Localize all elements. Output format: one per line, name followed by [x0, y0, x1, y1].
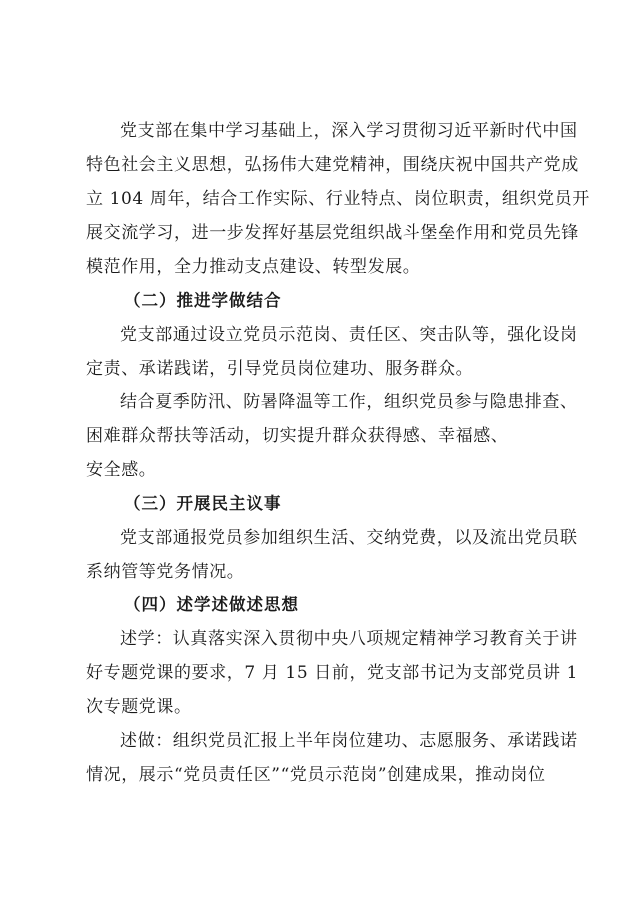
- paragraph-line: 立 104 周年，结合工作实际、行业特点、岗位职责，组织党员开: [86, 189, 590, 209]
- section-heading: （二）推进学做结合: [124, 291, 282, 310]
- paragraph-line: 党支部通报党员参加组织生活、交纳党费，以及流出党员联: [120, 528, 578, 548]
- paragraph-line: 困难群众帮扶等活动，切实提升群众获得感、幸福感、: [86, 426, 509, 446]
- paragraph-line: 党支部通过设立党员示范岗、责任区、突击队等，强化设岗: [120, 325, 578, 345]
- paragraph-line: 展交流学习，进一步发挥好基层党组织战斗堡垒作用和党员先锋: [86, 223, 579, 243]
- paragraph-line: 模范作用，全力推动支点建设、转型发展。: [86, 257, 421, 277]
- paragraph-line: 党支部在集中学习基础上，深入学习贯彻习近平新时代中国: [120, 121, 578, 141]
- paragraph-line: 系纳管等党务情况。: [86, 562, 245, 582]
- paragraph-line: 特色社会主义思想，弘扬伟大建党精神，围绕庆祝中国共产党成: [86, 155, 579, 175]
- paragraph-line: 好专题党课的要求，7 月 15 日前，党支部书记为支部党员讲 1: [86, 663, 579, 683]
- paragraph-line: 述学：认真落实深入贯彻中央八项规定精神学习教育关于讲: [120, 629, 578, 649]
- paragraph-line: 情况，展示“党员责任区”“党员示范岗”创建成果，推动岗位: [86, 765, 546, 785]
- paragraph-line: 述做：组织党员汇报上半年岗位建功、志愿服务、承诺践诺: [120, 731, 578, 751]
- section-heading: （四）述学述做述思想: [124, 595, 299, 614]
- paragraph-line: 定责、承诺践诺，引导党员岗位建功、服务群众。: [86, 359, 474, 379]
- paragraph-line: 次专题党课。: [86, 697, 192, 717]
- section-heading: （三）开展民主议事: [124, 494, 282, 513]
- paragraph-line: 安全感。: [86, 460, 157, 480]
- paragraph-line: 结合夏季防汛、防暑降温等工作，组织党员参与隐患排查、: [120, 392, 578, 412]
